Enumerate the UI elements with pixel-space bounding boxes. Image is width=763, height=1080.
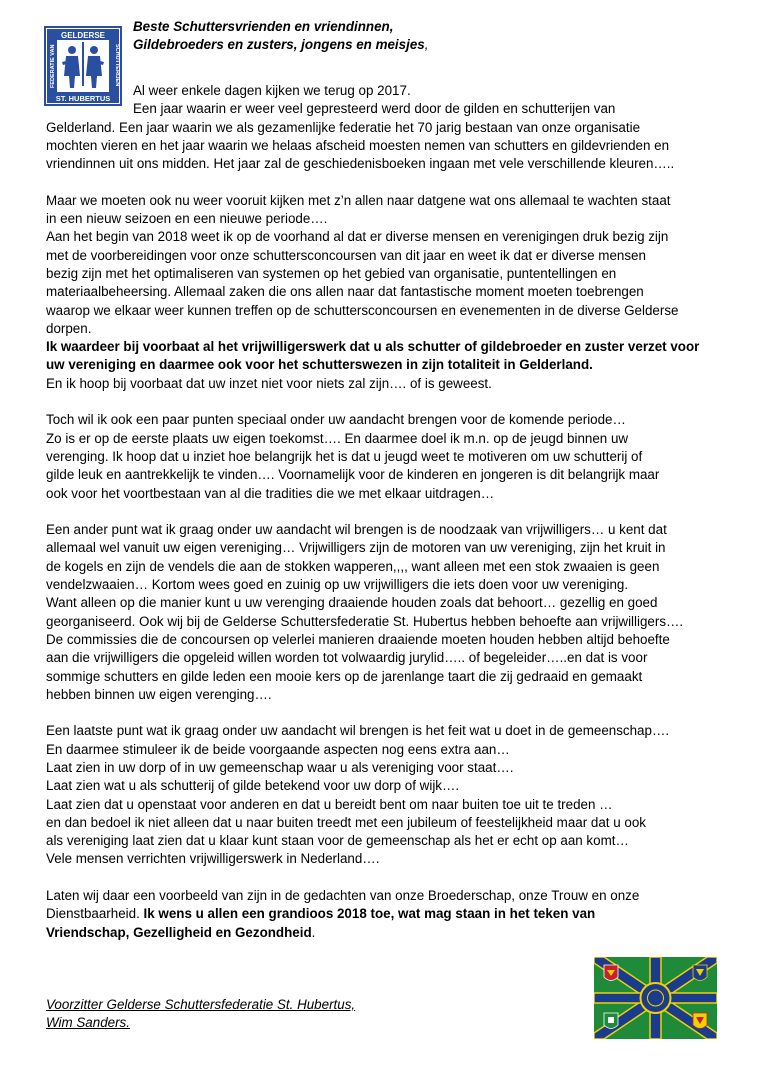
line: Een laatste punt wat ik graag onder uw aandacht wil brengen is het feit wat u doet in de gemeenschap…. [46, 723, 670, 739]
line: georganiseerd. Ook wij bij de Gelderse Schuttersfederatie St. Hubertus hebben behoefte aan vrijwilligers…. [46, 613, 684, 629]
line: dorpen. [46, 320, 92, 336]
line: Al weer enkele dagen kijken we terug op 2017. [133, 83, 411, 98]
bold-line: Ik waardeer bij voorbaat al het vrijwilligerswerk dat u als schutter of gildebroeder en zuster verzet voor [46, 339, 700, 355]
line: Laat zien dat u openstaat voor anderen en dat u bereidt bent om naar buiten toe uit te treden … [46, 796, 613, 812]
line: ook voor het voortbestaan van al die tradities die we met elkaar uitdragen… [46, 485, 495, 501]
line: Laten wij daar een voorbeeld van zijn in de gedachten van onze Broederschap, onze Trouw en onze [46, 888, 640, 904]
line: Een jaar waarin er weer veel gepresteerd werd door de gilden en schutterijen van [133, 101, 616, 117]
bold-span: Vriendschap, Gezelligheid en Gezondheid [46, 924, 312, 940]
federation-flag-icon [594, 957, 717, 1039]
line: Zo is er op de eerste plaats uw eigen toekomst…. En daarmee doel ik m.n. op de jeugd binnen uw [46, 430, 629, 446]
greeting-line-2-main: Gildebroeders en zusters, jongens en meisjes [133, 37, 425, 52]
line: Laat zien in uw dorp of in uw gemeenschap waar u als vereniging voor staat…. [46, 759, 514, 775]
greeting-line-2-comma: , [424, 37, 429, 52]
mixed-line [46, 924, 726, 942]
plain-span: . [311, 924, 316, 940]
greeting-line-2 [133, 36, 428, 54]
logo-side-text: FEDERATIE VAN [50, 44, 56, 88]
plain-span: Dienstbaarheid. [46, 906, 144, 922]
line: Laat zien wat u als schutterij of gilde betekend voor uw dorp of wijk…. [46, 778, 460, 794]
logo-bottom-text: ST. HUBERTUS [55, 94, 111, 103]
flag-crest-top-left-icon [604, 965, 618, 981]
line: De commissies die de concoursen op velerlei manieren draaiende moeten houden hebben altijd behoefte [46, 631, 670, 647]
flag-crest-bottom-right-icon [693, 1013, 707, 1029]
line: als vereniging laat zien dat u klaar kunt staan voor de gemeenschap als het er echt op aan komt… [46, 833, 629, 849]
line: allemaal wel vanuit uw eigen vereniging… Vrijwilligers zijn de motoren van uw vereniging, zijn het kruit in [46, 540, 666, 556]
greeting [133, 18, 428, 54]
signature [46, 996, 355, 1032]
logo-arc-text: GELDERSE [60, 31, 106, 40]
line: Gelderland. Een jaar waarin we als gezamenlijke federatie het 70 jarig bestaan van onze organisatie [46, 119, 641, 135]
line: verenging. Ik hoop dat u inziet hoe belangrijk het is dat u jeugd weet te motiveren om uw schutterij of [46, 448, 643, 464]
line: in een nieuw seizoen en een nieuwe periode…. [46, 211, 328, 227]
line: vriendinnen uit ons midden. Het jaar zal de geschiedenisboeken ingaan met vele verschillende kleuren….. [46, 156, 675, 172]
line: En ik hoop bij voorbaat dat uw inzet niet voor niets zal zijn…. of is geweest. [46, 375, 492, 391]
line: de kogels en zijn de vendels die aan de stokken wapperen,,,, want alleen met een stok zwaaien is geen [46, 558, 660, 574]
logo-side-text-right: SCHUTTERIJEN [114, 44, 120, 87]
line: Maar we moeten ook nu weer vooruit kijken met z’n allen naar datgene wat ons allemaal te wachten staat [46, 192, 671, 208]
line: aan die vrijwilligers die opgeleid willen worden tot volwaardig jurylid….. of begeleider…..en dat is voor [46, 650, 648, 666]
signature-line-2: Wim Sanders. [46, 1015, 130, 1030]
bold-line: uw vereniging en daarmee ook voor het schutterswezen in zijn totaliteit in Gelderland. [46, 357, 593, 373]
line: En daarmee stimuleer ik de beide voorgaande aspecten nog eens extra aan… [46, 741, 510, 757]
flag-crest-bottom-left-icon [604, 1013, 618, 1029]
line: Een ander punt wat ik graag onder uw aandacht wil brengen is de noodzaak van vrijwilligers… u kent dat [46, 522, 667, 538]
flag-crest-top-right-icon [693, 965, 707, 981]
line: vendelzwaaien… Kortom wees goed en zuinig op uw vrijwilligers die iets doen voor uw vereniging. [46, 577, 629, 593]
line: gilde leuk en aantrekkelijk te vinden…. Voornamelijk voor de kinderen en jongeren is dit belangrijk maar [46, 467, 660, 483]
line: met de voorbereidingen voor onze schuttersconcoursen van dit jaar en weet ik dat er diverse mensen [46, 247, 646, 263]
line: hebben binnen uw eigen verenging…. [46, 686, 272, 702]
line: Aan het begin van 2018 weet ik op de voorhand al dat er diverse mensen en verenigingen druk bezig zijn [46, 229, 669, 245]
line: Toch wil ik ook een paar punten speciaal onder uw aandacht brengen voor de komende periode… [46, 412, 626, 428]
signature-line-1: Voorzitter Gelderse Schuttersfederatie St. Hubertus, [46, 997, 356, 1012]
line: Want alleen op die manier kunt u uw verenging draaiende houden zoals dat behoort… gezellig en goed [46, 595, 658, 611]
mixed-line [46, 905, 726, 923]
line: waarop we elkaar weer kunnen treffen op de schuttersconcoursen en evenementen in de diverse Gelderse [46, 302, 679, 318]
line: bezig zijn met het optimaliseren van systemen op het gebied van organisatie, puntentellingen en [46, 265, 617, 281]
line: en dan bedoel ik niet alleen dat u naar buiten treedt met een jubileum of feestelijkheid maar dat u ook [46, 814, 646, 830]
line: materiaalbeheersing. Allemaal zaken die ons allen naar dat fantastische moment moeten toebrengen [46, 284, 644, 300]
letter-body [46, 82, 726, 942]
line: sommige schutters en gilde leden een mooie kers op de jarenlange taart die zij gedraaid en gemaakt [46, 668, 643, 684]
bold-span: Ik wens u allen een grandioos 2018 toe, wat mag staan in het teken van [143, 906, 596, 922]
line: mochten vieren en het jaar waarin we helaas afscheid moesten nemen van schutters en gildevrienden en [46, 137, 670, 153]
greeting-line-1: Beste Schuttersvrienden en vriendinnen, [133, 19, 394, 34]
line: Vele mensen verrichten vrijwilligerswerk in Nederland…. [46, 851, 380, 867]
